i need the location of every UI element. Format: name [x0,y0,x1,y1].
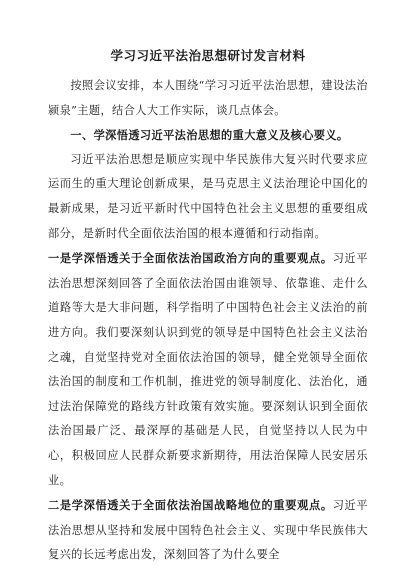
point-1-heading: 一是学深悟透关于全面依法治国政治方向的重要观点。 [48,251,333,266]
section-1-paragraph: 习近平法治思想是顺应实现中华民族伟大复兴时代要求应运而生的重大理论创新成果，是马克思主义法治理论中国化的最新成果，是习近平新时代中国特色社会主义思想的重要组成部分，是新时代全面依法治国的根本遵循和行动指南。 [48,152,368,240]
section-1-heading: 一、学深悟透习近平法治思想的重大意义及核心要义。 [70,128,349,143]
intro-paragraph: 按照会议安排，本人围绕“学习习近平法治思想，建设法治颍泉”主题，结合人大工作实际，谈几点体会。 [48,79,368,117]
point-2-heading: 二是学深悟透关于全面依法治国战略地位的重要观点。 [48,498,333,513]
point-1-paragraph [48,246,368,493]
point-2-body: 习近平法治思想从坚持和发展中国特色社会主义、实现中华民族伟大复兴的长远考虑出发，深刻回答了为什么要全 [48,499,368,562]
point-2-paragraph [48,493,368,568]
point-1-body: 习近平法治思想深刻回答了全面依法治国由谁领导、依靠谁、走什么道路等大是大非问题，科学指明了中国特色社会主义法治的前进方向。我们要深刻认识到党的领导是中国特色社会主义法治之魂，自觉坚持党对全面依法治国的领导，健全党领导全面依法治国的制度和工作机制，推进党的领导制度化、法治化，通过法治保障党的路线方针政策有效实施。要深刻认识到全面依法治国最广泛、最深厚的基础是人民，自觉坚持以人民为中心，积极回应人民群众新要求新期待，用法治保障人民安居乐业。 [48,252,368,487]
document-title: 学习习近平法治思想研讨发言材料 [110,48,306,63]
